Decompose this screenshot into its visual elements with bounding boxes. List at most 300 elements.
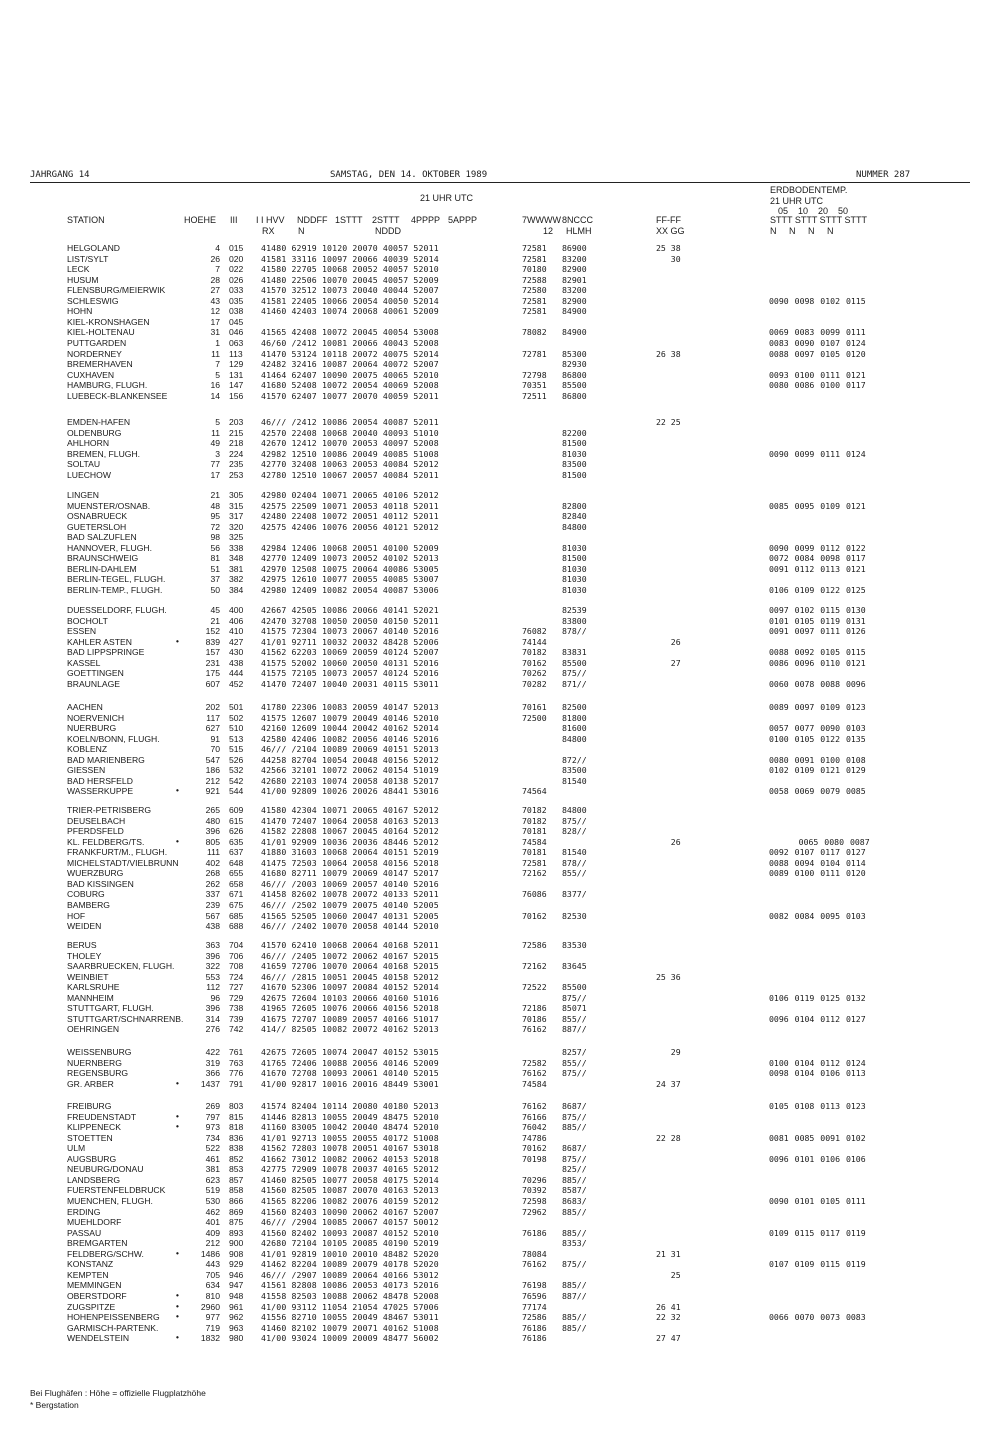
cloud-group: 85500 <box>562 657 587 668</box>
cloud-group: 82200 <box>562 427 587 438</box>
station-name: BOCHOLT <box>67 615 108 626</box>
soil-temperatures: 0096 0104 0112 0127 <box>769 1013 866 1024</box>
station-name: BAD MARIENBERG <box>67 754 145 765</box>
station-height: 48 <box>210 500 220 511</box>
station-name: HOHN <box>67 306 93 317</box>
weather-group: 70282 <box>522 678 547 689</box>
synop-groups: 41/01 92819 10010 20010 48482 52020 <box>261 1248 439 1259</box>
station-header: STATION <box>67 215 105 225</box>
soil-temperatures: 0090 0099 0111 0124 <box>769 448 866 459</box>
station-row <box>0 786 1000 796</box>
station-row <box>0 501 1000 511</box>
station-index: 961 <box>229 1301 244 1312</box>
station-height: 268 <box>205 868 220 879</box>
weather-group: 74584 <box>522 1078 547 1089</box>
synop-groups: 414// 82505 10082 20072 40162 52013 <box>261 1024 439 1035</box>
station-index: 129 <box>229 359 244 370</box>
station-row <box>0 616 1000 626</box>
station-height: 70 <box>210 744 220 755</box>
cloud-group: 885// <box>562 1227 587 1238</box>
station-row <box>0 511 1000 521</box>
station-height: 805 <box>205 836 220 847</box>
station-name: KARLSRUHE <box>67 982 120 993</box>
synop-groups: 41460 82102 10079 20071 40162 51008 <box>261 1322 439 1333</box>
mountain-station-marker: • <box>176 1312 179 1321</box>
station-height: 480 <box>205 815 220 826</box>
synop-groups: 41680 52408 10072 20054 40069 52008 <box>261 380 439 391</box>
station-index: 063 <box>229 337 244 348</box>
station-name: SOLTAU <box>67 459 101 470</box>
station-row <box>0 585 1000 595</box>
mountain-station-marker: • <box>176 1333 179 1343</box>
rx-subheader: RX <box>262 226 275 236</box>
cloud-group: 81500 <box>562 438 587 449</box>
station-index: 427 <box>229 636 244 647</box>
weather-group: 76596 <box>522 1290 547 1301</box>
station-name: BREMGARTEN <box>67 1238 128 1249</box>
synop-groups: 41680 82711 10079 20069 40147 52017 <box>261 868 439 879</box>
station-row <box>0 889 1000 899</box>
station-height: 409 <box>205 1227 220 1238</box>
station-name: MUEHLDORF <box>67 1217 122 1227</box>
station-height: 462 <box>205 1206 220 1217</box>
synop-groups: 41/01 92909 10036 20036 48446 52012 <box>261 836 439 847</box>
weather-group: 76086 <box>522 889 547 900</box>
station-height: 810 <box>205 1290 220 1301</box>
station-height: 56 <box>210 542 220 553</box>
gust-group: 26 <box>656 636 681 647</box>
station-height: 443 <box>205 1259 220 1270</box>
station-index: 838 <box>229 1143 244 1154</box>
cloud-group: 825// <box>562 1164 587 1175</box>
cloud-group: 8353/ <box>562 1238 587 1249</box>
weather-group: 76186 <box>522 1333 547 1344</box>
station-index: 658 <box>229 878 244 889</box>
station-name: DUESSELDORF, FLUGH. <box>67 605 167 615</box>
weather-group: 74584 <box>522 836 547 847</box>
station-height: 28 <box>210 274 220 285</box>
station-index: 706 <box>229 950 244 961</box>
station-height: 438 <box>205 921 220 931</box>
station-row <box>0 1154 1000 1164</box>
station-height: 49 <box>210 438 220 449</box>
station-name: AHLHORN <box>67 438 110 449</box>
gust-group: 26 <box>656 836 681 847</box>
cloud-group: 8687/ <box>562 1143 587 1154</box>
station-height: 175 <box>205 668 220 679</box>
weather-group: 74786 <box>522 1132 547 1143</box>
cloud-group: 81500 <box>562 553 587 564</box>
station-row <box>0 921 1000 931</box>
soil-temperatures: 0109 0115 0117 0119 <box>769 1227 866 1238</box>
station-index: 685 <box>229 910 244 921</box>
synop-groups: 42570 22408 10068 20040 40093 51010 <box>261 427 439 438</box>
synop-groups: 41460 82505 10077 20058 40175 52014 <box>261 1174 439 1185</box>
soil-n-row: N N N N <box>770 226 834 236</box>
synop-groups: 41475 72503 10064 20058 40156 52018 <box>261 857 439 868</box>
station-row <box>0 428 1000 438</box>
station-index: 022 <box>229 264 244 275</box>
station-index: 038 <box>229 306 244 317</box>
station-index: 655 <box>229 868 244 879</box>
station-name: FELDBERG/SCHW. <box>67 1248 144 1259</box>
synop-groups: 41580 22705 10068 20052 40057 52010 <box>261 264 439 275</box>
station-height: 719 <box>205 1322 220 1333</box>
station-name: NOERVENICH <box>67 712 125 723</box>
station-name: BERLIN-DAHLEM <box>67 563 137 574</box>
synop-groups: 41570 62410 10068 20064 40168 52011 <box>261 940 439 950</box>
station-row <box>0 1068 1000 1078</box>
mountain-station-marker: • <box>176 786 179 796</box>
synop-groups: 46/// /2405 10072 20062 40167 52015 <box>261 950 439 961</box>
station-row <box>0 306 1000 316</box>
station-height: 4 <box>215 243 220 253</box>
station-height: 1832 <box>200 1333 220 1344</box>
synop-groups: 42980 02404 10071 20065 40106 52012 <box>261 490 439 500</box>
station-row <box>0 370 1000 380</box>
station-name: COBURG <box>67 889 105 900</box>
station-row <box>0 543 1000 553</box>
station-index: 501 <box>229 702 244 712</box>
cloud-group: 875// <box>562 1111 587 1122</box>
weather-group: 70161 <box>522 702 547 712</box>
station-name: KAHLER ASTEN <box>67 636 132 647</box>
station-row <box>0 522 1000 532</box>
ihvv-header: I I HVV <box>256 215 285 225</box>
cloud-group: 83500 <box>562 765 587 776</box>
station-row <box>0 1302 1000 1312</box>
station-name: WENDELSTEIN <box>67 1333 130 1344</box>
mountain-station-marker: • <box>176 1078 179 1088</box>
station-row <box>0 1207 1000 1217</box>
gust-group: 25 38 <box>656 243 681 253</box>
weather-group: 72798 <box>522 369 547 380</box>
synop-groups: 41470 72407 10040 20031 40115 53011 <box>261 678 439 689</box>
station-name: PASSAU <box>67 1227 102 1238</box>
mountain-station-marker: • <box>176 836 179 846</box>
station-row <box>0 459 1000 469</box>
station-height: 607 <box>205 678 220 689</box>
station-name: STOETTEN <box>67 1132 113 1143</box>
gust-group: 30 <box>656 253 681 264</box>
station-index: 727 <box>229 982 244 993</box>
station-name: CUXHAVEN <box>67 369 115 380</box>
weather-group: 70351 <box>522 380 547 391</box>
weather-group: 76162 <box>522 1101 547 1111</box>
synop-groups: 41780 22306 10083 20059 40147 52013 <box>261 702 439 712</box>
station-height: 31 <box>210 327 220 338</box>
station-height: 1437 <box>200 1078 220 1089</box>
weather-group: 72588 <box>522 274 547 285</box>
station-index: 045 <box>229 316 244 327</box>
station-index: 305 <box>229 490 244 500</box>
station-index: 430 <box>229 647 244 658</box>
weather-group: 72582 <box>522 1057 547 1068</box>
station-height: 98 <box>210 532 220 543</box>
station-name: BREMEN, FLUGH. <box>67 448 141 459</box>
station-name: FREUDENSTADT <box>67 1111 137 1122</box>
synop-groups: 42675 72604 10103 20066 40160 51016 <box>261 992 439 1003</box>
station-height: 5 <box>215 369 220 380</box>
gust-group: 27 47 <box>656 1333 681 1344</box>
station-index: 452 <box>229 678 244 689</box>
weather-group: 70182 <box>522 805 547 815</box>
station-name: KOBLENZ <box>67 744 108 755</box>
cloud-group: 875// <box>562 1068 587 1079</box>
weather-group: 76162 <box>522 1259 547 1270</box>
soil-temperatures: 0081 0085 0091 0102 <box>769 1132 866 1143</box>
station-row <box>0 765 1000 775</box>
station-height: 567 <box>205 910 220 921</box>
cloud-group: 871// <box>562 678 587 689</box>
station-name: PFERDSFELD <box>67 826 124 837</box>
station-row <box>0 1333 1000 1343</box>
station-index: 113 <box>229 348 243 359</box>
synop-groups: 41965 72605 10076 20066 40156 52018 <box>261 1003 439 1014</box>
synop-groups: 42575 22509 10071 20053 40118 52011 <box>261 500 439 511</box>
station-row <box>0 1133 1000 1143</box>
station-row <box>0 776 1000 786</box>
station-index: 156 <box>229 390 244 401</box>
cloud-group: 875// <box>562 992 587 1003</box>
station-name: BAMBERG <box>67 900 110 910</box>
weather-group: 70181 <box>522 847 547 858</box>
cloud-group: 83500 <box>562 459 587 470</box>
station-name: SCHLESWIG <box>67 295 119 306</box>
synop-groups: 41460 42403 10074 20068 40061 52009 <box>261 306 439 317</box>
weather-group: 70186 <box>522 1013 547 1024</box>
station-name: KASSEL <box>67 657 101 668</box>
gust-group: 22 25 <box>656 417 681 427</box>
station-row <box>0 734 1000 744</box>
station-row <box>0 1185 1000 1195</box>
cloud-group: 81030 <box>562 542 587 553</box>
hoehe-header: HOEHE <box>184 215 217 225</box>
synop-groups: 42580 42406 10082 20056 40146 52016 <box>261 733 439 744</box>
station-name: BERLIN-TEGEL, FLUGH. <box>67 574 166 585</box>
station-height: 51 <box>210 563 220 574</box>
cloud-group: 81800 <box>562 712 587 723</box>
station-index: 317 <box>229 511 244 522</box>
station-row <box>0 940 1000 950</box>
station-index: 026 <box>229 274 244 285</box>
station-height: 276 <box>205 1024 220 1035</box>
station-row <box>0 972 1000 982</box>
station-row <box>0 911 1000 921</box>
station-row <box>0 755 1000 765</box>
synop-groups: 41446 82813 10055 20049 48475 52010 <box>261 1111 439 1122</box>
station-row <box>0 264 1000 274</box>
station-row <box>0 744 1000 754</box>
cloud-group: 885// <box>562 1206 587 1217</box>
station-height: 43 <box>210 295 220 306</box>
station-row <box>0 858 1000 868</box>
weather-group: 72586 <box>522 1312 547 1322</box>
soil-temperatures: 0057 0077 0090 0103 <box>769 723 866 734</box>
station-row <box>0 658 1000 668</box>
synop-groups: 42160 12609 10044 20042 40162 52014 <box>261 723 439 734</box>
synop-groups: 42566 32101 10072 20062 40154 51019 <box>261 765 439 776</box>
station-height: 72 <box>210 521 220 532</box>
synop-groups: 42482 32416 10087 20064 40072 52007 <box>261 359 439 370</box>
station-index: 131 <box>229 369 244 380</box>
station-row <box>0 1058 1000 1068</box>
synop-groups: 42775 72909 10078 20037 40165 52012 <box>261 1164 439 1175</box>
station-row <box>0 637 1000 647</box>
cloud-group: 83800 <box>562 615 587 626</box>
station-row <box>0 449 1000 459</box>
cloud-group: 875// <box>562 815 587 826</box>
soil-temperatures: 0100 0104 0112 0124 <box>769 1057 866 1068</box>
synop-groups: 41582 22808 10067 20045 40164 52012 <box>261 826 439 837</box>
synop-groups: 41560 82403 10090 20062 40167 52007 <box>261 1206 439 1217</box>
station-height: 26 <box>210 253 220 264</box>
synop-groups: 41570 62407 10077 20070 40059 52011 <box>261 390 439 401</box>
mountain-station-marker: • <box>176 1248 179 1258</box>
station-index: 688 <box>229 921 244 931</box>
station-name: OLDENBURG <box>67 427 122 438</box>
synop-groups: 41556 82710 10055 20049 48467 53011 <box>261 1312 439 1322</box>
synop-groups: 41480 62919 10120 20070 40057 52011 <box>261 243 439 253</box>
station-row <box>0 723 1000 733</box>
station-row <box>0 574 1000 584</box>
soil-temperatures: 0085 0095 0109 0121 <box>769 500 866 511</box>
cloud-group: 885// <box>562 1122 587 1133</box>
station-name: REGENSBURG <box>67 1068 129 1079</box>
station-height: 91 <box>210 733 220 744</box>
station-index: 218 <box>229 438 244 449</box>
station-name: HOF <box>67 910 86 921</box>
soil-temperatures: 0105 0108 0113 0123 <box>769 1101 866 1111</box>
cloud-group: 81030 <box>562 448 587 459</box>
station-height: 797 <box>205 1111 220 1122</box>
station-row <box>0 1014 1000 1024</box>
station-name: MUENSTER/OSNAB. <box>67 500 151 511</box>
station-height: 212 <box>205 775 220 786</box>
station-name: FREIBURG <box>67 1101 112 1111</box>
weather-group: 72581 <box>522 243 547 253</box>
station-height: 396 <box>205 826 220 837</box>
station-height: 17 <box>210 469 220 480</box>
station-index: 544 <box>229 786 244 797</box>
nddff-header: NDDFF <box>297 215 328 225</box>
station-row <box>0 359 1000 369</box>
soil-temperatures: 0098 0104 0106 0113 <box>769 1068 866 1079</box>
weather-group: 72500 <box>522 712 547 723</box>
station-row <box>0 961 1000 971</box>
station-name: KOELN/BONN, FLUGH. <box>67 733 160 744</box>
station-name: MEMMINGEN <box>67 1280 122 1291</box>
station-height: 117 <box>206 712 220 723</box>
station-height: 401 <box>205 1217 220 1227</box>
soil-temperatures: 0106 0119 0125 0132 <box>769 992 866 1003</box>
soil-temperatures: 0066 0070 0073 0083 <box>769 1312 866 1322</box>
ncc-header: 8NCCC <box>562 215 594 225</box>
station-name: HAMBURG, FLUGH. <box>67 380 148 391</box>
gust-group: 27 <box>656 657 681 668</box>
station-height: 337 <box>205 889 220 900</box>
synop-groups: 41/00 93112 11054 21054 47025 57006 <box>261 1301 439 1312</box>
synop-groups: 41470 72407 10064 20058 40163 52013 <box>261 815 439 826</box>
station-row <box>0 1291 1000 1301</box>
soil-temp-title: ERDBODENTEMP. <box>770 185 848 195</box>
synop-groups: 46/// /2104 10089 20069 40151 52013 <box>261 744 439 755</box>
cloud-group: 872// <box>562 754 587 765</box>
station-row <box>0 1079 1000 1089</box>
station-name: MANNHEIM <box>67 992 114 1003</box>
weather-group: 72186 <box>522 1003 547 1014</box>
station-row <box>0 702 1000 712</box>
station-name: AUGSBURG <box>67 1153 117 1164</box>
station-name: GIESSEN <box>67 765 106 776</box>
weather-group: 78082 <box>522 327 547 338</box>
station-name: GOETTINGEN <box>67 668 124 679</box>
soil-temperatures: 0060 0078 0088 0096 <box>769 678 866 689</box>
cloud-group: 885// <box>562 1280 587 1291</box>
synop-groups: 41580 42304 10071 20065 40167 52012 <box>261 805 439 815</box>
station-index: 515 <box>229 744 244 755</box>
synop-groups: 46/// /2402 10070 20058 40144 52010 <box>261 921 439 931</box>
soil-temperatures: 0069 0083 0099 0111 <box>769 327 866 338</box>
station-row <box>0 647 1000 657</box>
synop-groups: 41570 32512 10073 20040 40044 52007 <box>261 285 439 296</box>
synop-groups: 42975 12610 10077 20055 40085 53007 <box>261 574 439 585</box>
station-height: 27 <box>210 285 220 296</box>
station-name: NORDERNEY <box>67 348 122 359</box>
synop-groups: 46/// /2412 10086 20054 40087 52011 <box>261 417 439 427</box>
station-name: WEISSENBURG <box>67 1047 132 1057</box>
synop-groups: 42680 22103 10074 20058 40138 52017 <box>261 775 439 786</box>
station-row <box>0 391 1000 401</box>
soil-temperatures: 0072 0084 0098 0117 <box>769 553 866 564</box>
station-index: 946 <box>229 1269 244 1280</box>
cloud-group: 83200 <box>562 285 587 296</box>
weather-group: 77174 <box>522 1301 547 1312</box>
weather-group: 72598 <box>522 1196 547 1206</box>
station-index: 708 <box>229 961 244 972</box>
weather-group: 72580 <box>522 285 547 296</box>
synop-groups: 42770 32408 10063 20053 40084 52012 <box>261 459 439 470</box>
gust-group: 22 32 <box>656 1312 681 1322</box>
station-index: 671 <box>229 889 244 900</box>
station-index: 338 <box>229 542 244 553</box>
soil-temperatures: 0091 0112 0113 0121 <box>769 563 866 574</box>
footnote-mountain: * Bergstation <box>30 1400 79 1410</box>
station-index: 791 <box>229 1078 244 1089</box>
synop-groups: 41575 72304 10073 20067 40140 52016 <box>261 626 439 637</box>
station-name: LIST/SYLT <box>67 253 109 264</box>
station-height: 2960 <box>200 1301 220 1312</box>
cloud-group: 8587/ <box>562 1185 587 1196</box>
station-name: PUTTGARDEN <box>67 337 127 348</box>
station-height: 11 <box>211 348 220 359</box>
station-row <box>0 993 1000 1003</box>
gust-group: 22 28 <box>656 1132 681 1143</box>
station-height: 396 <box>205 950 220 961</box>
station-index: 908 <box>229 1248 244 1259</box>
synop-groups: 42667 42505 10086 20066 40141 52021 <box>261 605 439 615</box>
cloud-group: 82900 <box>562 264 587 275</box>
cloud-group: 85500 <box>562 380 587 391</box>
station-height: 21 <box>210 490 220 500</box>
weather-group: 72162 <box>522 961 547 972</box>
station-name: STUTTGART, FLUGH. <box>67 1003 154 1014</box>
station-row <box>0 1238 1000 1248</box>
cloud-group: 84900 <box>562 306 587 317</box>
cloud-group: 875// <box>562 1153 587 1164</box>
station-row <box>0 1164 1000 1174</box>
station-name: HOHENPEISSENBERG <box>67 1312 160 1322</box>
